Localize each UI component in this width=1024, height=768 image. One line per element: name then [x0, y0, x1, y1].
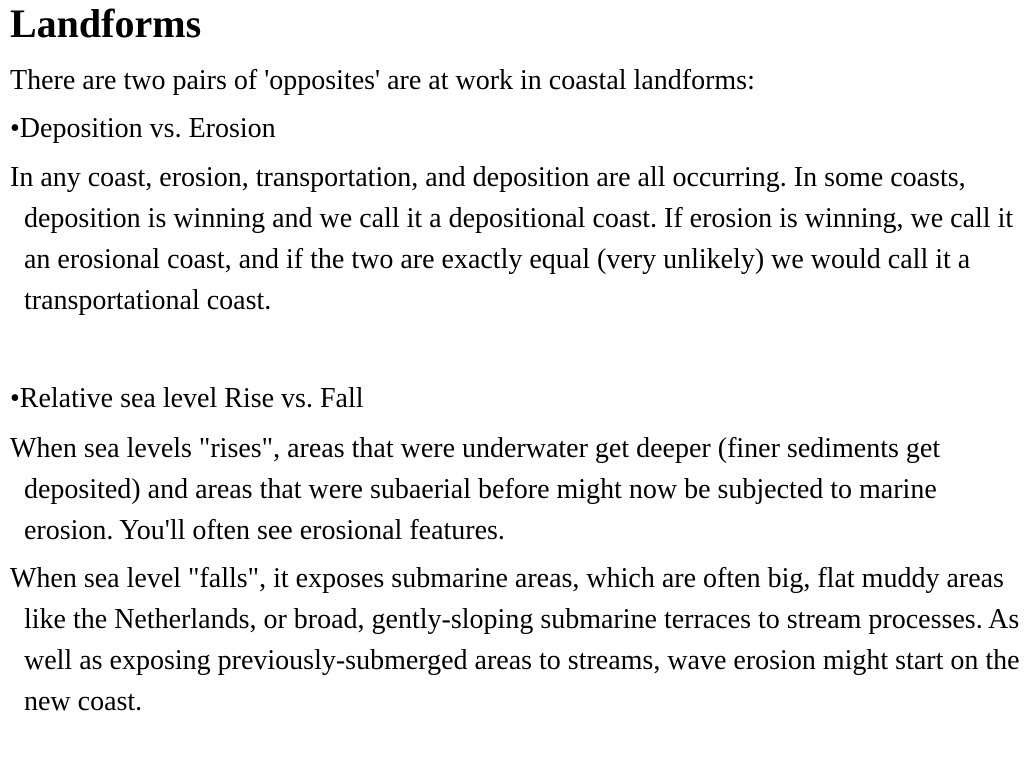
paragraph-sea-level-rise: When sea levels "rises", areas that were underwater get deeper (finer sediments get deposited) and areas that were subaerial before might now be subjected to marine erosion. You'll often see erosional features. [10, 433, 941, 546]
intro-text: There are two pairs of 'opposites' are at work in coastal landforms: [10, 65, 755, 96]
section-heading-sea-level: •Relative sea level Rise vs. Fall [10, 383, 364, 414]
paragraph-sea-level-fall: When sea level "falls", it exposes submarine areas, which are often big, flat muddy areas like the Netherlands, or broad, gently-sloping submarine terraces to stream processes. As well as exposing previously-submerged areas to streams, wave erosion might start on the new coast. [10, 563, 1020, 717]
page-title: Landforms [10, 1, 202, 46]
paragraph-deposition-erosion: In any coast, erosion, transportation, and deposition are all occurring. In some coasts, deposition is winning and we call it a depositional coast. If erosion is winning, we call it an erosional coast, and if the two are exactly equal (very unlikely) we would call it a transportational coast. [10, 162, 1014, 316]
section-heading-deposition-erosion: •Deposition vs. Erosion [10, 113, 276, 144]
